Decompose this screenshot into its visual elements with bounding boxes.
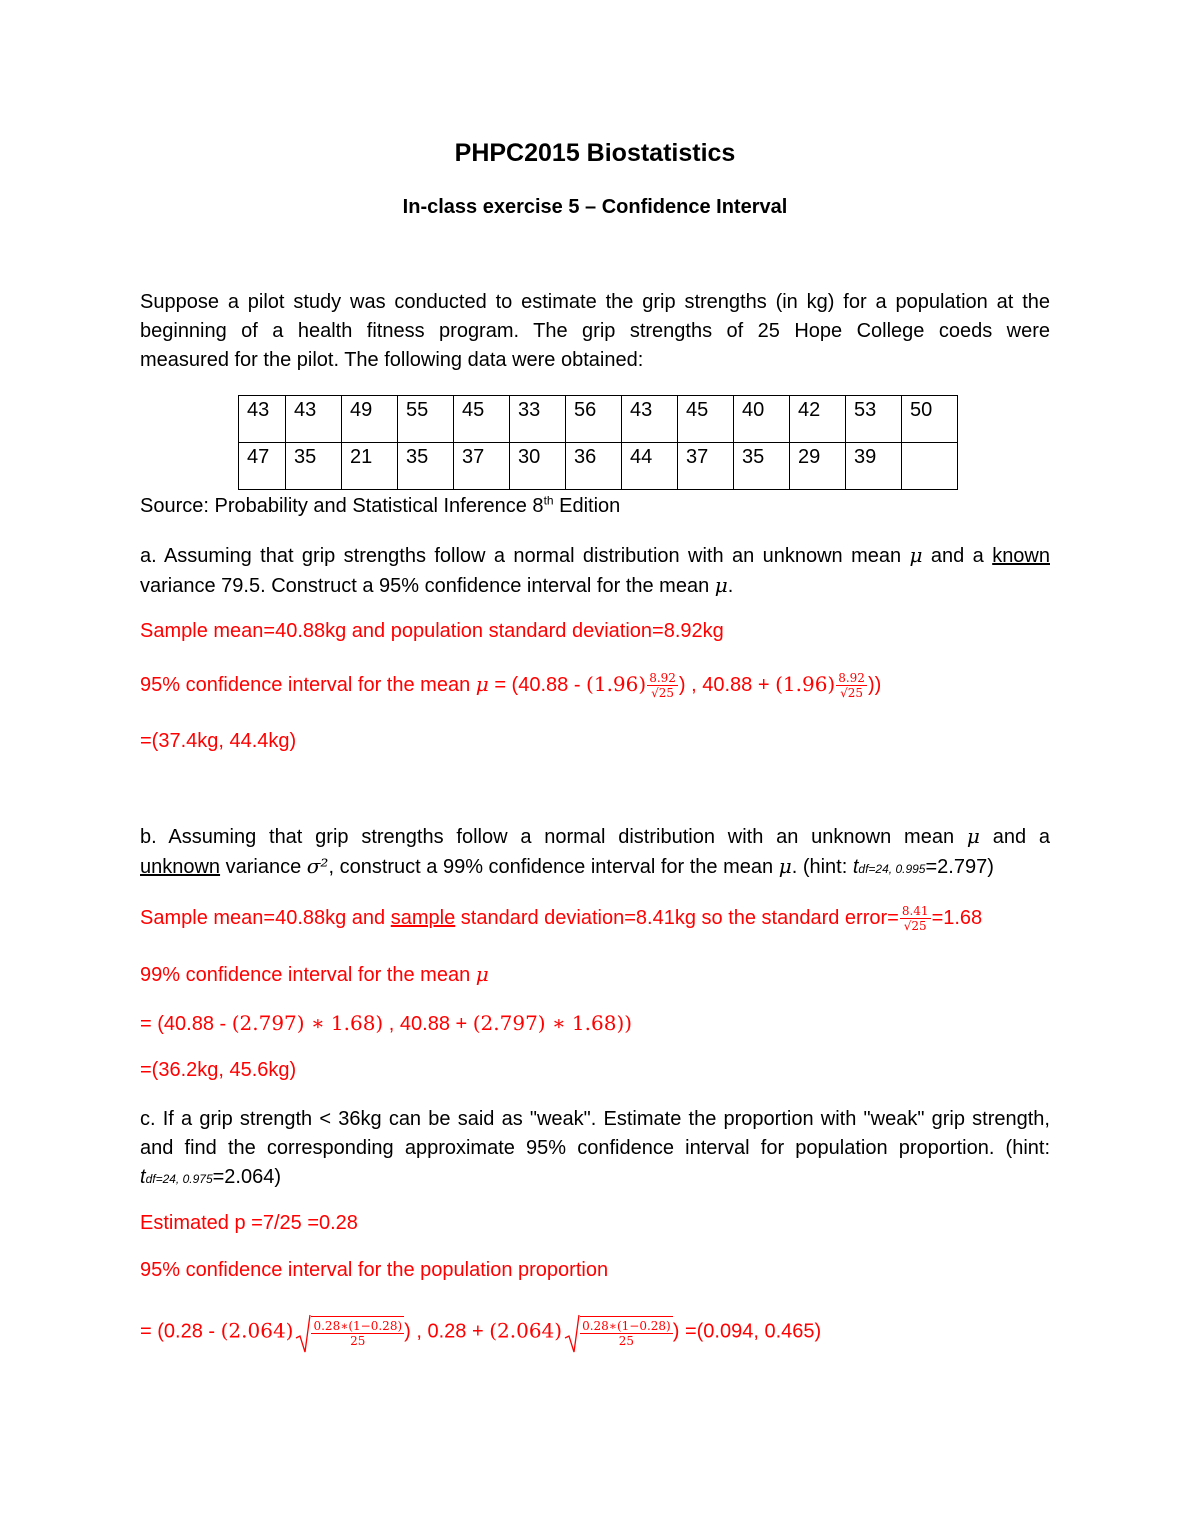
mu-symbol: μ xyxy=(714,573,728,597)
table-cell: 42 xyxy=(790,396,846,443)
part-b-q1: b. Assuming that grip strengths follow a normal distribution with an unknown mean xyxy=(140,826,967,848)
part-a-answer-2 xyxy=(140,670,1050,700)
table-cell: 47 xyxy=(239,443,286,490)
sample-word: sample xyxy=(390,907,456,929)
part-c-q3-rest: =2.064) xyxy=(212,1166,282,1188)
part-c-ans3-c: ) =(0.094, 0.465) xyxy=(672,1320,822,1343)
table-cell: 40 xyxy=(734,396,790,443)
table-cell: 39 xyxy=(846,443,902,490)
table-cell: 35 xyxy=(734,443,790,490)
fraction xyxy=(580,1316,673,1348)
fraction-denominator: √25 xyxy=(903,919,927,934)
part-b-ans3-c: , 40.88 + xyxy=(383,1013,473,1035)
source-prefix: Source: Probability and Statistical Inference 8 xyxy=(140,495,544,517)
mu-symbol: μ xyxy=(475,672,489,696)
table-cell: 37 xyxy=(678,443,734,490)
table-cell: 29 xyxy=(790,443,846,490)
intro-line-1: Suppose a pilot study was conducted to estimate the grip strengths (in kg) for a population at the xyxy=(140,291,1050,313)
mu-symbol: μ xyxy=(475,962,489,986)
page-subtitle: In-class exercise 5 – Confidence Interval xyxy=(402,196,788,218)
part-c-coef: (2.064) xyxy=(220,1318,294,1343)
page-title: PHPC2015 Biostatistics xyxy=(454,139,736,167)
part-a-q1: a. Assuming that grip strengths follow a normal distribution with an unknown mean xyxy=(140,545,910,567)
table-cell: 37 xyxy=(454,443,510,490)
part-b-ans3-a: = (40.88 - xyxy=(140,1013,232,1035)
part-a-ans2-eq: = (40.88 - xyxy=(488,674,587,696)
square-root xyxy=(295,1316,404,1348)
fraction-denominator: √25 xyxy=(840,686,864,701)
intro-line-2: beginning of a health fitness program. The grip strengths of 25 Hope College coeds were xyxy=(140,320,1050,342)
table-cell: 33 xyxy=(510,396,566,443)
part-b-ans1-post: standard deviation=8.41kg so the standard error= xyxy=(455,907,899,929)
source-line xyxy=(140,492,1050,521)
source-suffix: Edition xyxy=(553,495,621,517)
part-a-q2-post: . xyxy=(727,575,734,597)
radical-sign-icon xyxy=(564,1314,580,1354)
t-symbol: t xyxy=(140,1166,146,1188)
intro-paragraph xyxy=(140,288,1050,375)
part-a-ans2-pre: 95% confidence interval for the mean xyxy=(140,674,476,696)
t-subscript: df=24, 0.975 xyxy=(145,1172,213,1186)
fraction-numerator: 0.28∗(1−0.28) xyxy=(582,1319,671,1333)
fraction-denominator: √25 xyxy=(651,686,674,701)
part-b-question xyxy=(140,822,1050,884)
fraction xyxy=(900,904,931,933)
table-cell: 35 xyxy=(286,443,342,490)
mu-symbol: μ xyxy=(966,824,980,848)
fraction xyxy=(647,671,678,700)
part-c-answer-1: Estimated p =7/25 =0.28 xyxy=(140,1212,358,1234)
part-a-question xyxy=(140,541,1050,601)
table-row xyxy=(239,396,958,443)
table-cell: 49 xyxy=(342,396,398,443)
sigma-squared: σ² xyxy=(306,854,329,878)
part-a-answer-1: Sample mean=40.88kg and population standard deviation=8.92kg xyxy=(140,620,724,642)
fraction-numerator: 0.28∗(1−0.28) xyxy=(313,1319,403,1333)
table-cell: 56 xyxy=(566,396,622,443)
table-row xyxy=(239,443,958,490)
known-word: known xyxy=(992,545,1050,567)
fraction-numerator: 8.92 xyxy=(649,671,676,686)
part-a-coef: (1.96) xyxy=(775,672,836,696)
radical-sign-icon xyxy=(295,1314,311,1354)
grip-strength-table xyxy=(238,395,958,490)
part-b-answer-1 xyxy=(140,904,1050,933)
fraction xyxy=(836,671,867,700)
mu-symbol: μ xyxy=(909,543,923,567)
part-c-ans3-a: = (0.28 - xyxy=(140,1320,221,1343)
fraction-denominator: 25 xyxy=(350,1334,366,1348)
table-cell: 43 xyxy=(286,396,342,443)
source-sup: th xyxy=(543,493,554,508)
table-cell: 44 xyxy=(622,443,678,490)
part-c-coef: (2.064) xyxy=(489,1318,563,1343)
fraction-denominator: 25 xyxy=(618,1334,635,1348)
table-cell: 45 xyxy=(454,396,510,443)
part-b-ans1-end: =1.68 xyxy=(931,907,983,929)
part-b-q2-a: variance xyxy=(220,856,307,878)
table-cell: 30 xyxy=(510,443,566,490)
mu-symbol: μ xyxy=(778,854,792,878)
table-cell: 50 xyxy=(902,396,958,443)
fraction-numerator: 8.92 xyxy=(838,671,865,686)
part-c-q1: c. If a grip strength < 36kg can be said as "weak". Estimate the proportion with "weak" grip strength, xyxy=(140,1108,1050,1130)
part-b-ans3-b: (2.797) ∗ 1.68) xyxy=(231,1011,384,1035)
part-b-q1-post: and a xyxy=(979,826,1051,848)
part-b-q2-b: , construct a 99% confidence interval for the mean xyxy=(328,856,779,878)
table-cell: 53 xyxy=(846,396,902,443)
part-a-q2: variance 79.5. Construct a 95% confidence interval for the mean xyxy=(140,575,715,597)
table-cell: 36 xyxy=(566,443,622,490)
t-subscript: df=24, 0.995 xyxy=(858,862,926,876)
part-b-answer-4: =(36.2kg, 45.6kg) xyxy=(140,1059,297,1081)
table-cell: 35 xyxy=(398,443,454,490)
t-symbol: t xyxy=(852,856,859,878)
part-a-answer-3: =(37.4kg, 44.4kg) xyxy=(140,730,297,752)
intro-line-3: measured for the pilot. The following data were obtained: xyxy=(140,349,644,371)
table-cell: 55 xyxy=(398,396,454,443)
part-c-answer-2: 95% confidence interval for the population proportion xyxy=(140,1259,609,1281)
part-a-coef: (1.96) xyxy=(586,672,647,696)
square-root xyxy=(564,1316,673,1348)
part-b-answer-3 xyxy=(140,1009,1050,1039)
part-b-ans1-pre: Sample mean=40.88kg and xyxy=(140,907,391,929)
part-c-question xyxy=(140,1105,1050,1194)
part-a-ans2-end: )) xyxy=(867,674,882,696)
table-cell: 43 xyxy=(239,396,286,443)
part-b-ans2-pre: 99% confidence interval for the mean xyxy=(140,964,476,986)
fraction xyxy=(311,1316,404,1348)
part-c-ans3-b: ) , 0.28 + xyxy=(404,1320,490,1343)
part-b-answer-2 xyxy=(140,960,1050,990)
table-cell: 43 xyxy=(622,396,678,443)
part-b-q2-c: . (hint: xyxy=(791,856,853,878)
part-b-q2-d: =2.797) xyxy=(925,856,994,878)
part-c-answer-3 xyxy=(140,1316,1050,1348)
part-c-q2: and find the corresponding approximate 95% confidence interval for population proportion. (hint: xyxy=(140,1137,1050,1159)
part-a-q1-mid: and a xyxy=(922,545,993,567)
part-a-ans2-mid: ) , 40.88 + xyxy=(678,674,776,696)
unknown-word: unknown xyxy=(140,856,221,878)
table-cell xyxy=(902,443,958,490)
part-b-ans3-d: (2.797) ∗ 1.68)) xyxy=(472,1011,633,1035)
table-cell: 45 xyxy=(678,396,734,443)
fraction-numerator: 8.41 xyxy=(901,904,929,919)
table-cell: 21 xyxy=(342,443,398,490)
